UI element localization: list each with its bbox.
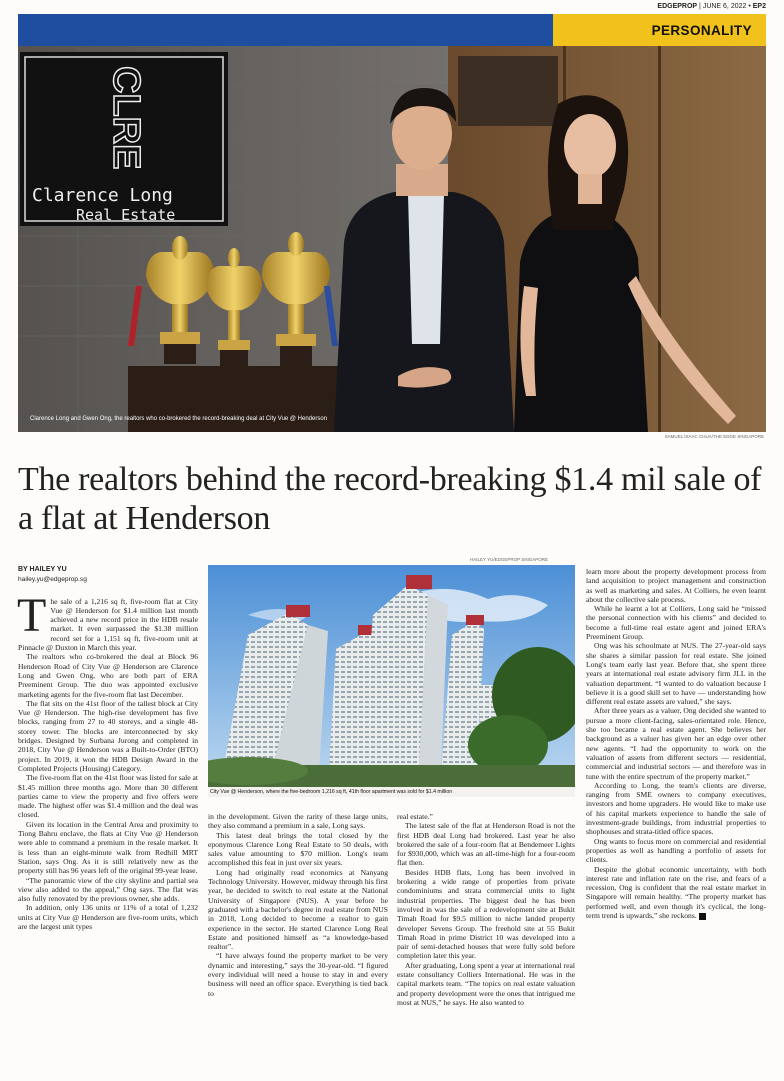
page-number: EP2 [752, 3, 766, 10]
paragraph: The realtors who co-brokered the deal at Block 96 Henderson Road of City Vue @ Henderson are Clarence Long and Gwen Ong, who are both part of ERA Preeminent Group. The duo was appointed exclusive marketing agents for the five-room flat last December. [18, 652, 198, 699]
paragraph: The latest sale of the flat at Henderson Road is not the first HDB deal Long had brokered. Last year he also brokered the sale of a four-room flat at Bendemeer Lights for $930,000, which was an all-time-high for a four-room flat then. [397, 821, 575, 868]
end-mark-icon: E [699, 913, 706, 920]
paragraph: The sale of a 1,216 sq ft, five-room flat at City Vue @ Henderson for $1.4 million last month achieved a new record price in the HDB resale market. It even surpassed the $1.38 million record set for a 1,151 sq ft, five-room unit at Pinnacle @ Duxton in March this year. [17, 588, 198, 653]
paragraph: in the development. Given the rarity of these large units, they also command a premium in a sale, Long says. [208, 812, 388, 831]
paragraph: Besides HDB flats, Long has been involved in brokering a wide range of properties from private condominiums and strata commercial units to light industrial properties. The biggest deal he has been involved in was the sale of a redevelopment site at Bukit Timah Road for $9.5 million to niche landed property developer Sevens Group. The freehold site at 55 Bukit Timah Road in prime District 10 was developed into a pair of semi-detached houses that were fully sold before completion later this year. [397, 867, 575, 961]
article-column-4 [586, 567, 766, 920]
drop-cap: T [17, 588, 47, 642]
paragraph: Long had originally read economics at Nanyang Technology University. However, midway through his first year, he decided to switch to real estate at the National University of Singapore (NUS). A year before he graduated with a bachelor's degree in real estate from NUS in 2018, Long decided to become a realtor to gain experience in the sector. He started Clarence Long Real Estate and positioned himself as “a knowledge-based realtor”. [208, 867, 388, 952]
paragraph: Despite the global economic uncertainty, with both interest rate and inflation rate on the rise, and fears of a recession, Ong is confident that the real estate market in Singapore will remain healthy. “The property market has performed well, and even though it's cyclical, the long-term trend is upwards,” she reckons. E [586, 864, 766, 920]
article-column-3 [397, 812, 575, 1007]
issue-date: JUNE 6, 2022 [702, 3, 747, 10]
page-header-line: EDGEPROP | JUNE 6, 2022 • EP2 [657, 3, 766, 10]
paragraph: In addition, only 136 units or 11% of a total of 1,232 units at City Vue @ Henderson are five-room units, which are the largest unit types [18, 903, 198, 931]
section-band [18, 14, 766, 46]
sign-name: Clarence Long [32, 185, 173, 206]
hero-photo-illustration [18, 46, 766, 432]
building-photo-credit: HAILEY YU/EDGEPROP SINGAPORE [470, 557, 549, 562]
publication-name: EDGEPROP [657, 3, 698, 10]
building-photo [208, 565, 575, 787]
paragraph: “The panoramic view of the city skyline and partial sea view also added to the appeal,” Ong says. The flat was also fully renovated by the previous owner, she adds. [18, 875, 198, 904]
hero-photo [18, 46, 766, 432]
paragraph: While he learnt a lot at Colliers, Long said he “missed the personal connection with his clients” and decided to become a full-time real estate agent and joined ERA's Preeminent Group. [586, 604, 766, 642]
building-photo-caption: City Vue @ Henderson, where the five-bedroom 1,216 sq ft, 41th floor apartment was sold for $1.4 million [208, 787, 575, 797]
paragraph: Ong wants to focus more on commercial and residential properties as well as handling a portfolio of assets for clients. [586, 836, 766, 865]
paragraph: Ong was his schoolmate at NUS. The 27-year-old says she shares a similar passion for real estate. She joined Long's team early last year. Before that, she spent three years at international real estate advisory firm JLL in the valuation department. “I wanted to do valuation because I believe it is a good skill set to have — understanding how different real estate assets are valued,” she says. [586, 641, 766, 707]
paragraph: This latest deal brings the total closed by the eponymous Clarence Long Real Estate to 50 deals, with sales value amounting to $70 million. Long's team accomplished this feat in just over six years. [208, 830, 388, 868]
paragraph: The five-room flat on the 41st floor was listed for sale at $1.45 million three months ago. More than 30 different parties came to view the property and five offers were made. The highest offer was $1.4 million and the deal was closed. [18, 773, 198, 820]
paragraph: “I have always found the property market to be very dynamic and interesting,” says the 30-year-old. “I figured every individual will need a house to stay in and every business will need an office space. Everything is tied back to [208, 951, 388, 998]
article-column-2 [208, 812, 388, 998]
hero-photo-credit: SAMUEL ISAAC CHUA/THE EDGE SINGAPORE [664, 434, 764, 439]
section-label: PERSONALITY [651, 22, 752, 38]
building-photo-illustration [208, 565, 575, 787]
paragraph: According to Long, the team's clients are diverse, ranging from SME owners to company executives, investors and home upgraders. He would like to make use of his capital markets experience to handle the sale of investment-grade buildings, from industrial properties to shophouses and strata-titled office spaces. [586, 780, 766, 837]
section-band-blue [18, 14, 553, 46]
section-band-yellow [553, 14, 766, 46]
paragraph: The flat sits on the 41st floor of the tallest block at City Vue @ Henderson. The high-rise development has five blocks, ranging from 27 to 40 storeys, and a single 48-storey tower. The blocks are interconnected by sky bridges. Designed by Surbana Jurong and completed in 2018, City Vue @ Henderson was a Built-to-Order (BTO) project. In 2019, it won the HDB Design Award in the Completed Projects (Housing) Category. [18, 698, 198, 773]
sign-logo: CLRE [105, 66, 147, 170]
hero-caption: Clarence Long and Gwen Ong, the realtors who co-brokered the record-breaking deal at City Vue @ Henderson [30, 416, 328, 422]
article-column-1 [18, 565, 198, 931]
paragraph: learn more about the property development process from land acquisition to project management and construction as well as marketing and sales. At Colliers, he even learnt about the collective sale process. [586, 567, 766, 604]
author-email: hailey.yu@edgeprop.sg [18, 576, 87, 584]
paragraph: After graduating, Long spent a year at international real estate consultancy Colliers International. He was in the capital markets team. “The topics on real estate valuation and property development were the ones that intrigued me most at NUS,” he says. He also wanted to [397, 960, 575, 1007]
paragraph: Given its location in the Central Area and proximity to Tiong Bahru enclave, the flats at City Vue @ Henderson were able to command a premium in the resale market. It is less than an eight-minute walk from Redhill MRT Station, says Ong. As it is still relatively new as the property still has 96 years left of the original 99-year lease. [18, 819, 198, 876]
paragraph: After three years as a valuer, Ong decided she wanted to pursue a more client-facing, sales-orientated role. Hence, she too became a real estate agent. She believes her background as a valuer has given her an edge over other new agents. “I had the opportunity to work on the valuation of assets from different sectors — residential, commercial and industrial sectors — and therefore was in tune with the entire spectrum of the property market.” [586, 706, 766, 781]
byline: BY HAILEY YU [18, 566, 67, 573]
paragraph: real estate.” [397, 812, 433, 821]
sign-tagline: Real Estate [76, 206, 176, 224]
article-headline: The realtors behind the record-breaking $1.4 mil sale of a flat at Henderson [18, 461, 762, 537]
